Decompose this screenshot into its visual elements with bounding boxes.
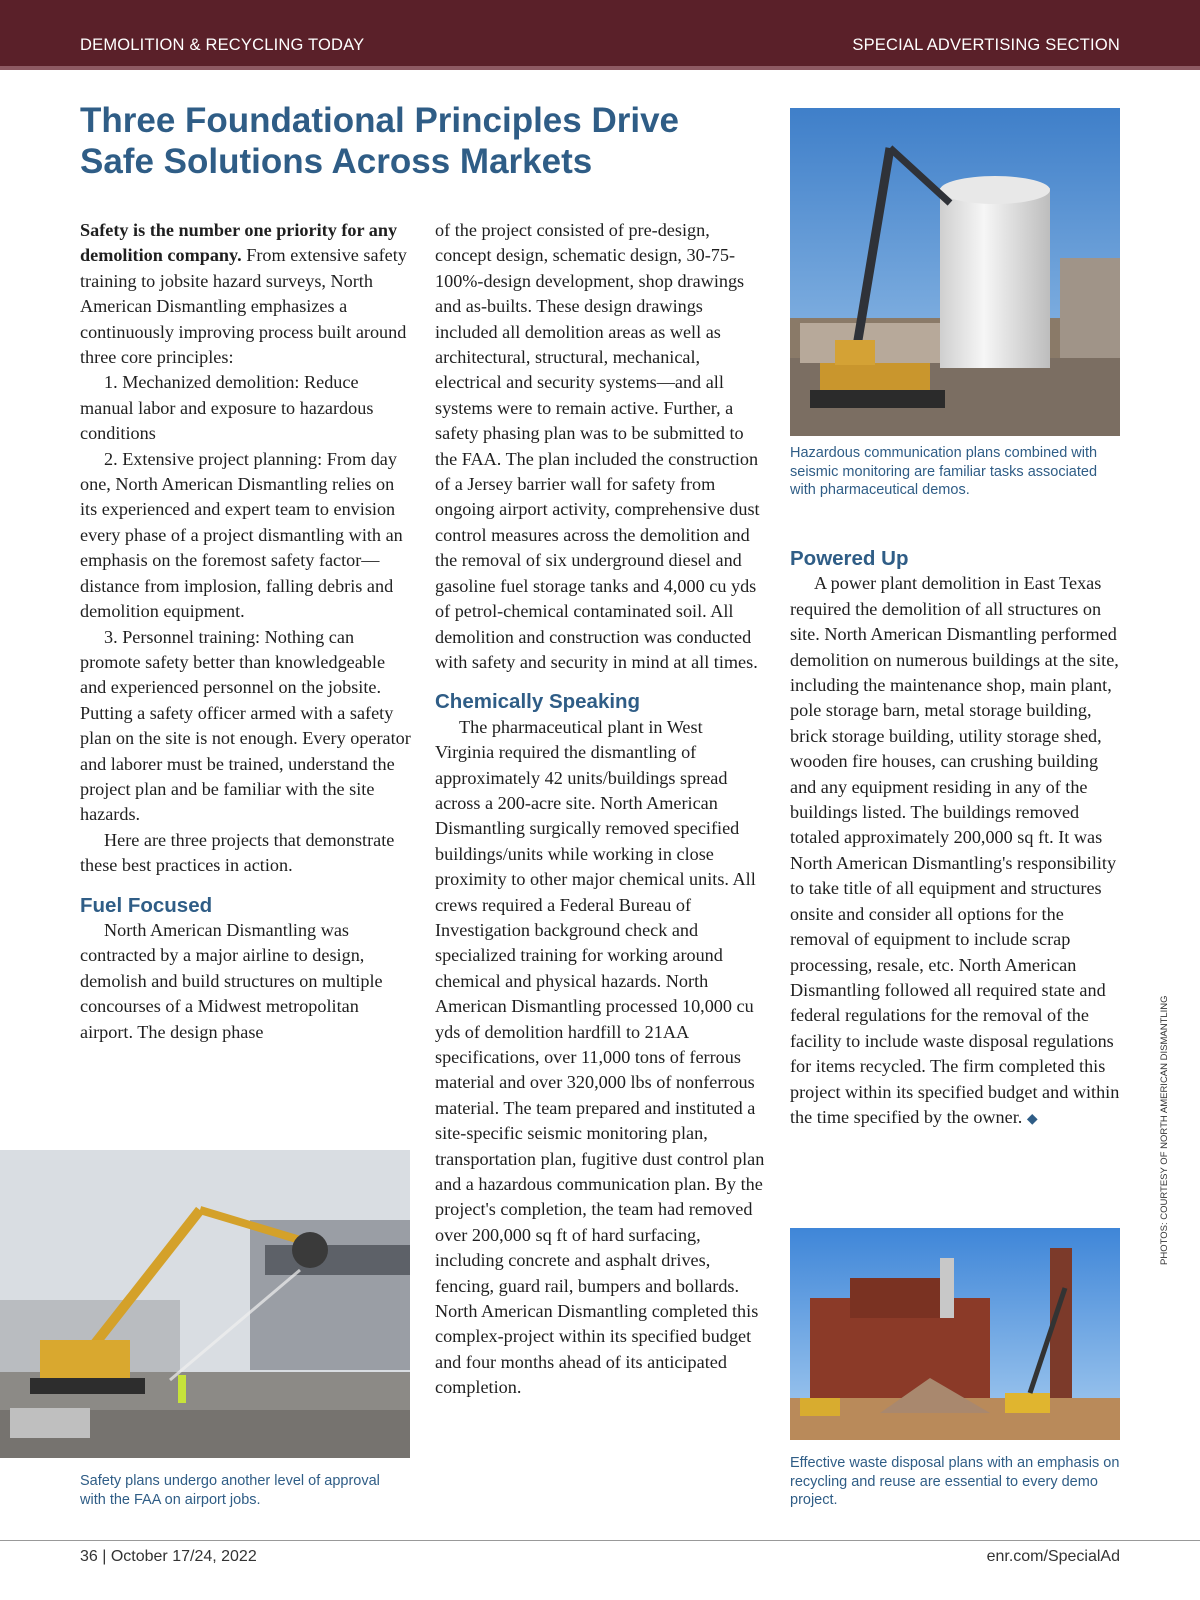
heading-powered-up: Powered Up (790, 547, 909, 570)
airport-photo-caption: Safety plans undergo another level of approval with the FAA on airport jobs. (80, 1473, 380, 1508)
tank-demolition-photo (790, 108, 1120, 436)
chemical-paragraph: The pharmaceutical plant in West Virginia required the dismantling of approximately 42 units/buildings spread across a 200-acre site. North American Dismantling surgically removed specified buildings/units while working in close proximity to other major chemical units. All crews required a Federal Bureau of Investigation background check and specialized training for working around chemical and physical hazards. North American Dismantling processed 10,000 cu yds of demolition hardfill to 21AA specifications, over 11,000 tons of ferrous material and over 320,000 lbs of nonferrous material. The team prepared and instituted a site-specific seismic monitoring plan, transportation plan, fugitive dust control plan and a hazardous communication plan. By the project's completion, the team had removed over 200,000 sq ft of hard surfacing, including concrete and asphalt drives, fencing, guard rail, bumpers and bollards. North American Dismantling completed this complex-project within its specified budget and four months ahead of its anticipated completion. (435, 716, 765, 1398)
column-one (80, 218, 415, 1045)
publication-name: DEMOLITION & RECYCLING TODAY (80, 36, 365, 54)
brick-demolition-photo (790, 1228, 1120, 1440)
column-three (790, 546, 1120, 1132)
outro-paragraph: Here are three projects that demonstrate these best practices in action. (80, 829, 395, 876)
photo-credit: PHOTOS: COURTESY OF NORTH AMERICAN DISMANTLING (1159, 995, 1170, 1265)
fuel-paragraph: North American Dismantling was contracted by a major airline to design, demolish and build structures on multiple concourses of a Midwest metropolitan airport. The design phase (80, 919, 383, 1042)
heading-fuel-focused: Fuel Focused (80, 893, 213, 917)
brick-photo-caption: Effective waste disposal plans with an emphasis on recycling and reuse are essential to every demo project. (790, 1455, 1120, 1508)
lead-bold: Safety is the number one priority for any demolition company. (80, 220, 398, 266)
power-paragraph (790, 571, 1120, 1132)
article-title: Three Foundational Principles Drive Safe Solutions Across Markets (80, 101, 680, 181)
column-two (435, 218, 765, 1401)
lead-rest: From extensive safety training to jobsite hazard surveys, North American Dismantling emphasizes a continuously improving process built around three core principles: (80, 245, 407, 368)
principle-3: 3. Personnel training: Nothing can promote safety better than knowledgeable and experienced personnel on the jobsite. Putting a safety officer armed with a safety plan on the site is not enough. Every operator and laborer must be trained, understand the project plan and be familiar with the site hazards. (80, 626, 411, 825)
page-number-date: 36 | October 17/24, 2022 (80, 1548, 257, 1565)
end-mark-icon: ◆ (1026, 1111, 1038, 1127)
airport-demolition-photo (0, 1150, 410, 1458)
header-divider (0, 66, 1200, 70)
heading-chemically-speaking: Chemically Speaking (435, 690, 641, 714)
lead-paragraph (80, 218, 415, 370)
footer-url[interactable]: enr.com/SpecialAd (986, 1548, 1120, 1565)
section-label: SPECIAL ADVERTISING SECTION (852, 36, 1120, 54)
footer-divider (0, 1540, 1200, 1541)
header-bar (0, 0, 1200, 66)
airport-continued-paragraph: of the project consisted of pre-design, concept design, schematic design, 30-75-100%-design development, shop drawings and as-builts. These design drawings included all demolition areas as well as architectural, structural, mechanical, electrical and security systems—and all systems were to remain active. Further, a safety phasing plan was to be submitted to the FAA. The plan included the construction of a Jersey barrier wall for safety from ongoing airport activity, comprehensive dust control measures across the demolition and the removal of six underground diesel and gasoline fuel storage tanks and 4,000 cu yds of petrol-chemical contaminated soil. All demolition and construction was conducted with safety and security in mind at all times. (435, 220, 760, 672)
principle-2: 2. Extensive project planning: From day one, North American Dismantling relies on its experienced and expert team to envision every phase of a project dismantling with an emphasis on the foremost safety factor—distance from implosion, falling debris and demolition equipment. (80, 448, 403, 622)
principle-1: 1. Mechanized demolition: Reduce manual labor and exposure to hazardous conditions (80, 372, 374, 444)
tank-photo-caption: Hazardous communication plans combined with seismic monitoring are familiar tasks associated with pharmaceutical demos. (790, 445, 1098, 498)
power-text: A power plant demolition in East Texas required the demolition of all structures on site. North American Dismantling performed demolition on numerous buildings at the site, including the maintenance shop, main plant, pole storage barn, metal storage building, brick storage building, utility storage shed, wooden fire houses, can crushing building and any equipment residing in any of the buildings listed. The buildings removed totaled approximately 200,000 sq ft. It was North American Dismantling's responsibility to take title of all equipment and structures onsite and consider all options for the removal of equipment to include scrap processing, resale, etc. North American Dismantling followed all required state and federal regulations for the removal of the facility to include waste disposal regulations for items recycled. The firm completed this project within its specified budget and within the time specified by the owner. (790, 573, 1120, 1127)
